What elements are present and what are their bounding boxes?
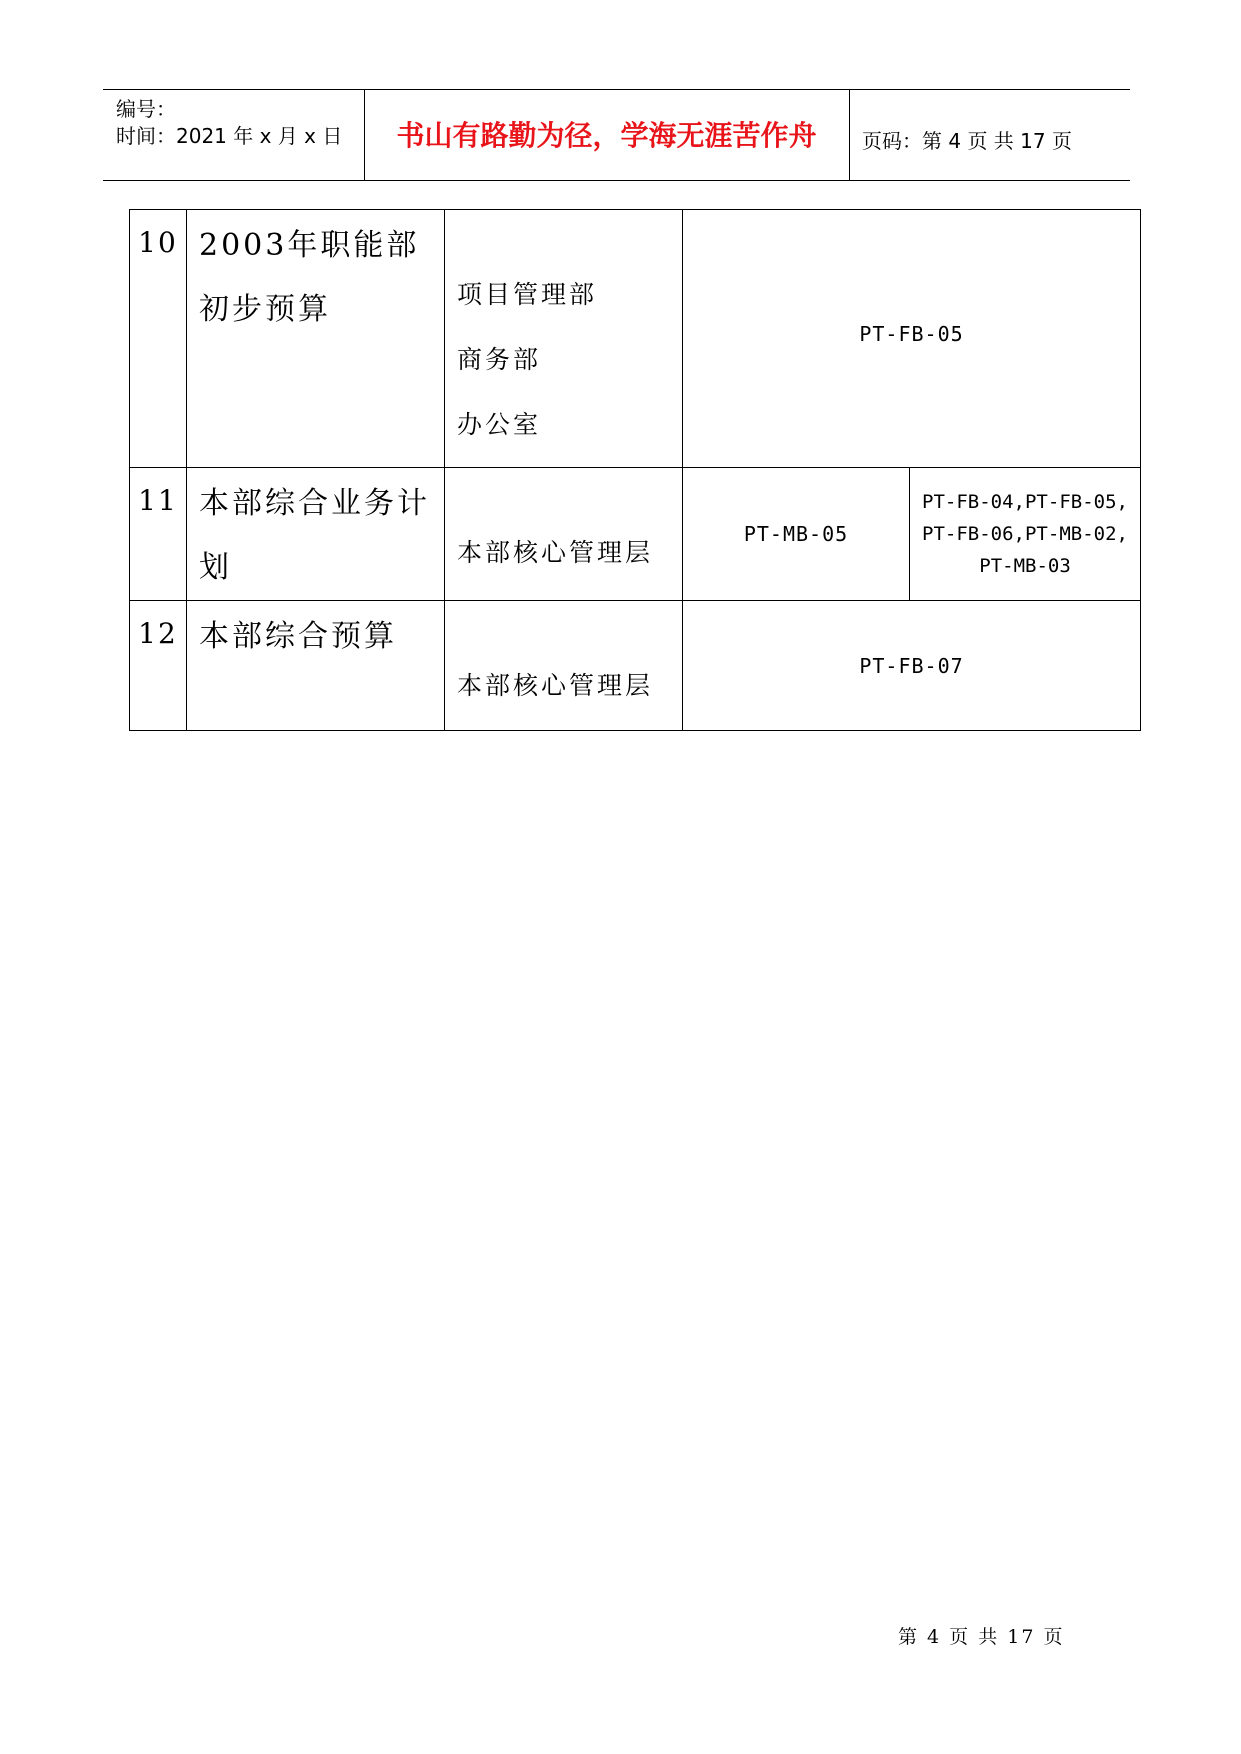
table-row [130, 210, 1141, 468]
related-code: PT-FB-04,PT-FB-05, [922, 491, 1128, 513]
department-name: 本部核心管理层 [457, 538, 654, 567]
related-code: PT-MB-03 [979, 555, 1071, 577]
document-date: 时间：2021 年 x 月 x 日 [116, 124, 343, 148]
header-divider [849, 89, 850, 181]
header-motto: 书山有路勤为径，学海无涯苦作舟 [396, 119, 817, 152]
header-page-code: 页码：第 4 页 共 17 页 [862, 129, 1072, 153]
row-departments [445, 210, 683, 468]
row-number: 11 [130, 468, 187, 601]
header-bottom-rule [103, 180, 1130, 181]
plan-table [129, 209, 1141, 731]
row-form-code: PT-MB-05 [683, 468, 910, 601]
row-form-code: PT-FB-07 [683, 601, 1141, 731]
header-top-rule [103, 89, 1130, 90]
department-name: 办公室 [457, 410, 542, 439]
document-number-label: 编号： [116, 97, 176, 121]
department-name: 商务部 [457, 345, 542, 374]
department-name: 项目管理部 [457, 280, 598, 309]
row-number: 10 [130, 210, 187, 468]
row-related-codes [910, 468, 1141, 601]
row-title: 本部综合预算 [187, 601, 445, 731]
row-departments [445, 468, 683, 601]
table-row [130, 468, 1141, 601]
row-title: 2003年职能部初步预算 [187, 210, 445, 468]
row-title: 本部综合业务计划 [187, 468, 445, 601]
row-departments [445, 601, 683, 731]
table-row [130, 601, 1141, 731]
related-code: PT-FB-06,PT-MB-02, [922, 523, 1128, 545]
row-number: 12 [130, 601, 187, 731]
department-name: 本部核心管理层 [457, 671, 654, 700]
row-form-code: PT-FB-05 [683, 210, 1141, 468]
page-footer: 第 4 页 共 17 页 [898, 1626, 1065, 1648]
